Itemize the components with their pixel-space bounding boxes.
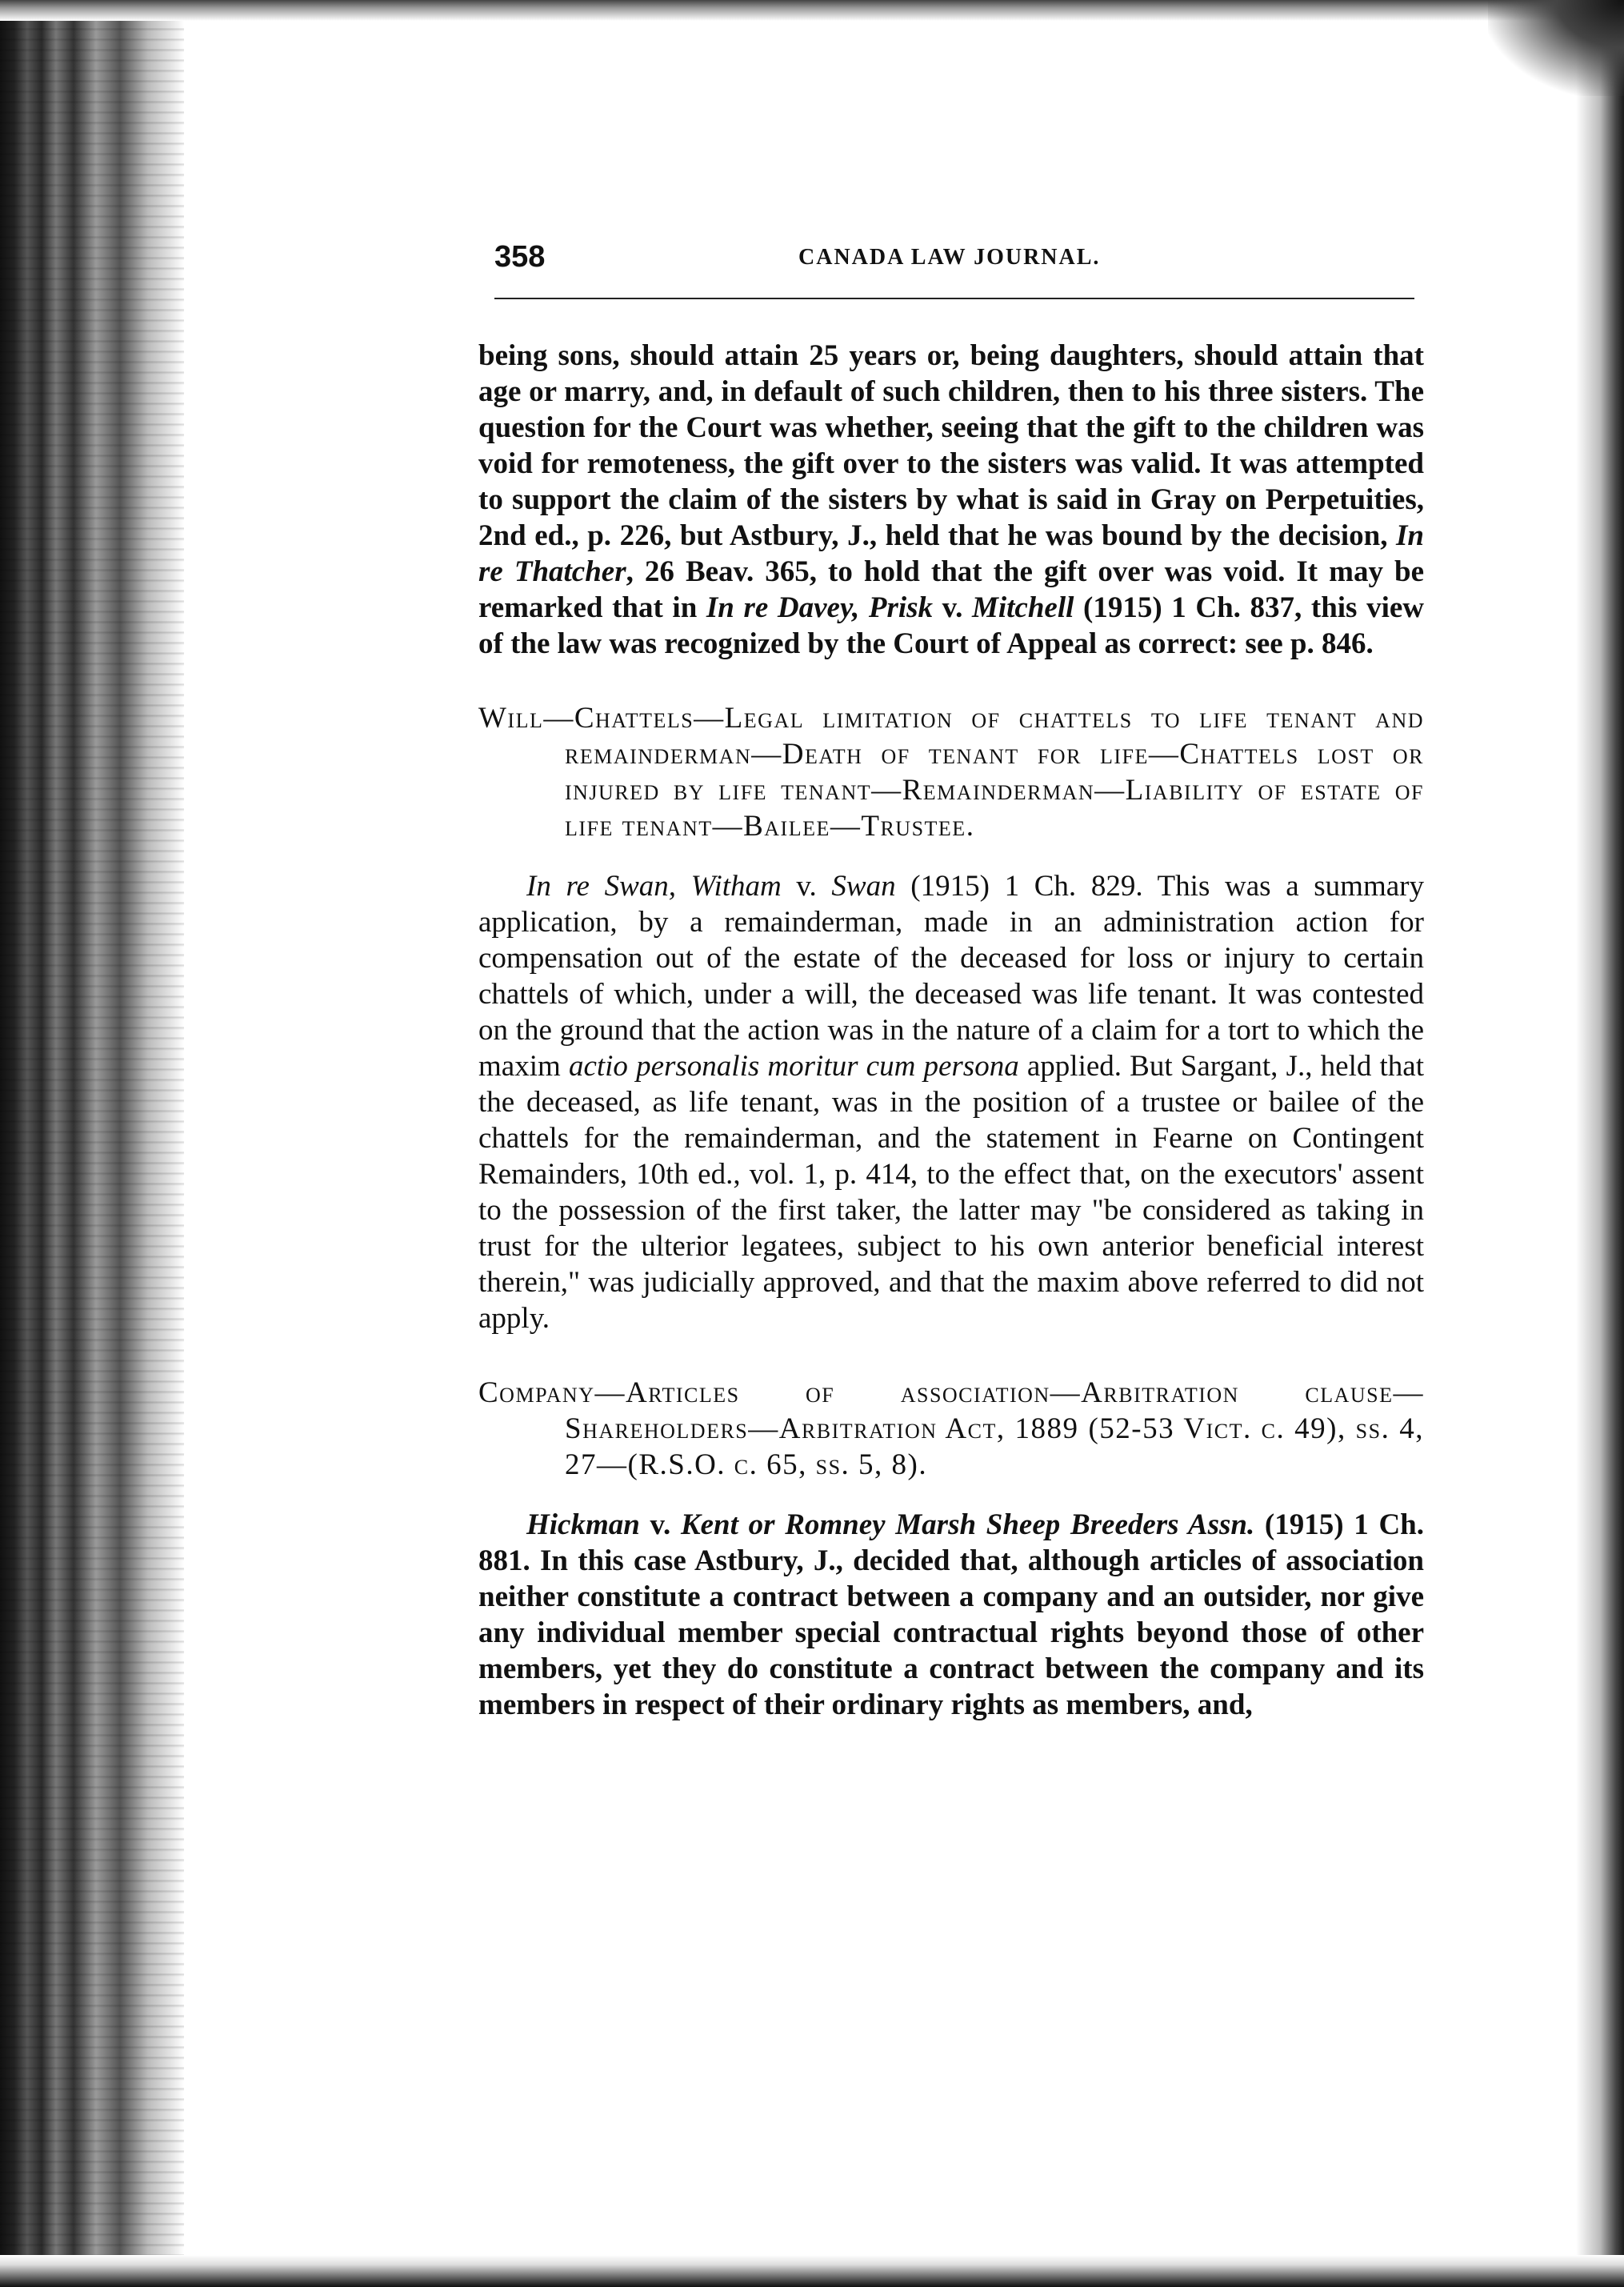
scan-corner-shadow xyxy=(1488,0,1624,96)
section-heading-company: Company—Articles of association—Arbitration clause—Shareholders—Arbitration Act, 1889 (52-53 Vict. c. 49), ss. 4, 27—(R.S.O. c. 65, ss. 5, 8). xyxy=(478,1376,1424,1481)
scan-bottom-edge xyxy=(0,2255,1624,2287)
paragraph-text: (1915) 1 Ch. 837, this view of the law was recognized by the Court of Appeal as correct: see p. 846. xyxy=(478,591,1424,660)
case-name: In re Swan, Witham xyxy=(526,870,782,903)
scan-right-edge xyxy=(1576,0,1624,2287)
paragraph-swan xyxy=(478,868,1424,1336)
page-number: 358 xyxy=(494,240,546,274)
paragraph-text: , 26 Beav. 365, to hold that the gift over was void. It may be remarked that in xyxy=(478,555,1424,624)
journal-page xyxy=(478,240,1424,1723)
case-name: Hickman xyxy=(526,1508,640,1541)
paragraph-text: (1915) 1 Ch. 881. In this case Astbury, J., decided that, although articles of association neither constitute a contract between a company and an outsider, nor give any individual member special contractual rights beyond those of other members, yet they do constitute a contract between the company and its members in respect of their ordinary rights as members, and, xyxy=(478,1508,1424,1721)
paragraph-text: v. xyxy=(933,591,972,624)
section-heading-will: Will—Chattels—Legal limitation of chattels to life tenant and remainderman—Death of tenant for life—Chattels lost or injured by life tenant—Remainderman—Liability of estate of life tenant—Bailee—Trustee. xyxy=(478,702,1424,843)
case-name: Kent or Romney Marsh Sheep Breeders Assn. xyxy=(680,1508,1255,1541)
spacer xyxy=(478,1483,1424,1507)
scan-top-edge xyxy=(0,0,1624,21)
paragraph-text: (1915) 1 Ch. 829. This was a summary application, by a remainderman, made in an administration action for compensation out of the estate of the deceased for loss or injury to certain chattels of which, under a will, the deceased was life tenant. It was contested on the ground that the action was in the nature of a claim for a tort to which the maxim xyxy=(478,870,1424,1083)
paragraph-text: v. xyxy=(781,870,832,903)
paragraph-continuation xyxy=(478,338,1424,662)
paragraph-text: being sons, should attain 25 years or, being daughters, should attain that age or marry, and, in default of such children, then to his three sisters. The question for the Court was whether, seeing that the gift to the children was void for remoteness, the gift over to the sisters was valid. It was attempted to support the claim of the sisters by what is said in Gray on Perpetuities, 2nd ed., p. 226, but Astbury, J., held that he was bound by the decision, xyxy=(478,339,1424,552)
page-header xyxy=(478,240,1424,280)
header-rule xyxy=(494,298,1414,299)
case-name: In re Thatcher xyxy=(478,519,1424,588)
running-head: CANADA LAW JOURNAL. xyxy=(798,245,1101,270)
latin-maxim: actio personalis moritur cum persona xyxy=(568,1050,1019,1083)
scan-left-streaks xyxy=(0,0,184,2287)
spacer xyxy=(478,844,1424,868)
paragraph-hickman xyxy=(478,1507,1424,1723)
case-name: Mitchell xyxy=(971,591,1074,624)
paragraph-text: applied. But Sargant, J., held that the deceased, as life tenant, was in the position of a trustee or bailee of the chattels for the remainderman, and the statement in Fearne on Contingent Remainders, 10th ed., vol. 1, p. 414, to the effect that, on the executors' assent to the possession of the first taker, the latter may "be considered as taking in trust for the ulterior legatees, subject to his own anterior beneficial interest therein," was judicially approved, and that the maxim above referred to did not apply. xyxy=(478,1050,1424,1335)
case-name: Swan xyxy=(831,870,896,903)
body-text xyxy=(478,338,1424,1723)
paragraph-text: v. xyxy=(639,1508,681,1541)
case-name: In re Davey, Prisk xyxy=(706,591,934,624)
